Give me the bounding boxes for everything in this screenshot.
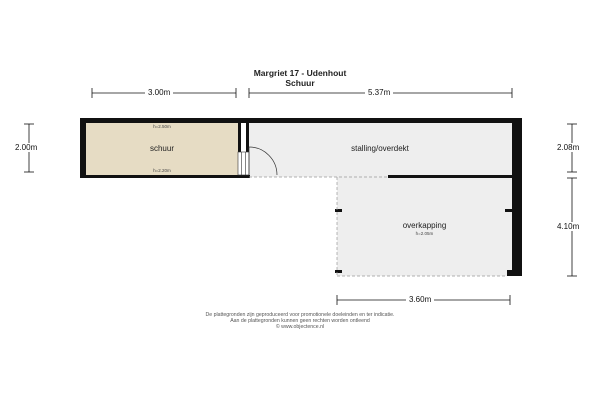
schuur-label: schuur bbox=[149, 144, 174, 153]
dim-width-schuur: 3.00m bbox=[145, 88, 173, 97]
overkapping-label: overkapping bbox=[402, 221, 447, 230]
plan-subtitle: Schuur bbox=[285, 78, 315, 88]
overkapping-ceiling: h=2.05m bbox=[415, 231, 434, 236]
window bbox=[238, 152, 249, 175]
plan-title: Margriet 17 - Udenhout bbox=[253, 68, 347, 78]
dim-height-left: 2.00m bbox=[15, 143, 38, 152]
dim-height-right-top: 2.08m bbox=[557, 143, 580, 152]
schuur-ceiling-top: h=2.50m bbox=[153, 124, 171, 129]
footer-disclaimer-2: Aan de plattegronden kunnen geen rechten worden ontleend bbox=[230, 318, 370, 324]
schuur-ceiling-bottom: h=2.20m bbox=[153, 168, 171, 173]
footer-disclaimer-1: De plattegronden zijn geproduceerd voor promotionele doeleinden en ter indicatie. bbox=[205, 312, 395, 318]
dim-height-right-bottom: 4.10m bbox=[557, 222, 580, 231]
dim-width-stalling: 5.37m bbox=[365, 88, 393, 97]
stalling-label: stalling/overdekt bbox=[351, 144, 409, 153]
dim-width-overkapping: 3.60m bbox=[406, 295, 434, 304]
footer-copyright: © www.objectence.nl bbox=[275, 324, 325, 330]
